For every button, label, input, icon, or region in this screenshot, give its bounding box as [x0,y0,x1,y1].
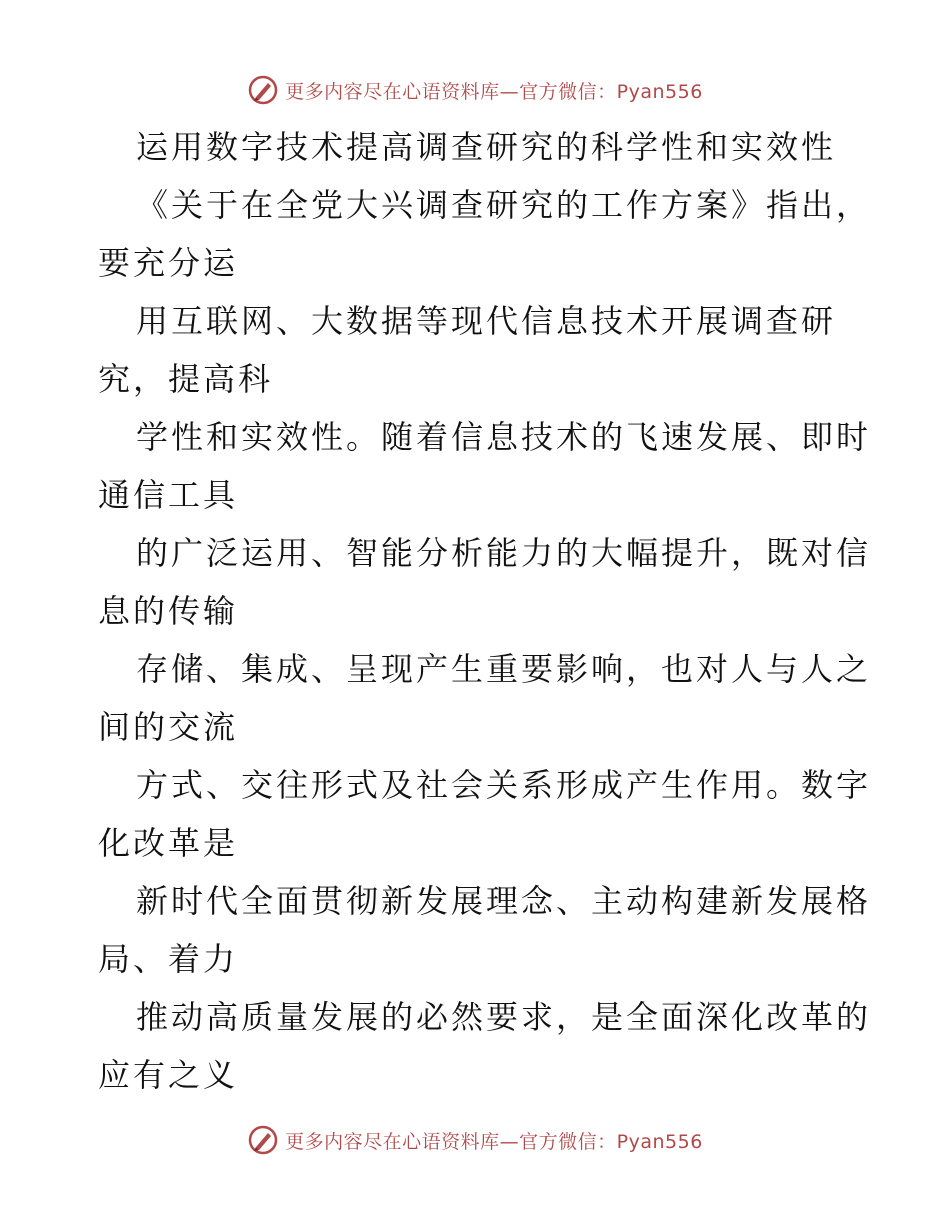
watermark-text: 更多内容尽在心语资料库—官方微信：Pyan556 [285,1130,703,1153]
paragraph-line: 新时代全面贯彻新发展理念、主动构建新发展格 [136,882,872,920]
paragraph-line: 应有之义 [98,1056,239,1094]
watermark-text: 更多内容尽在心语资料库—官方微信：Pyan556 [285,80,703,103]
paragraph-line: 息的传输 [98,592,239,630]
pen-logo-icon [247,1124,279,1156]
paragraph-line: 用互联网、大数据等现代信息技术开展调查研 [136,302,837,340]
paragraph-line: 方式、交往形式及社会关系形成产生作用。数字 [136,766,872,804]
paragraph-line: 化改革是 [98,824,239,862]
document-body [98,118,872,1104]
footer-watermark [0,1120,950,1160]
document-title: 运用数字技术提高调查研究的科学性和实效性 [136,128,837,166]
paragraph-line: 局、着力 [98,940,239,978]
paragraph-line: 学性和实效性。随着信息技术的飞速发展、即时 [136,418,872,456]
paragraph-line: 《关于在全党大兴调查研究的工作方案》指出， [136,186,872,224]
header-watermark [0,70,950,110]
pen-logo-icon [247,74,279,106]
paragraph-line: 存储、集成、呈现产生重要影响，也对人与人之 [136,650,872,688]
paragraph-line: 究，提高科 [98,360,274,398]
paragraph-line: 要充分运 [98,244,239,282]
paragraph-line: 通信工具 [98,476,239,514]
paragraph-line: 的广泛运用、智能分析能力的大幅提升，既对信 [136,534,872,572]
paragraph-line: 间的交流 [98,708,239,746]
paragraph-line: 推动高质量发展的必然要求，是全面深化改革的 [136,998,872,1036]
